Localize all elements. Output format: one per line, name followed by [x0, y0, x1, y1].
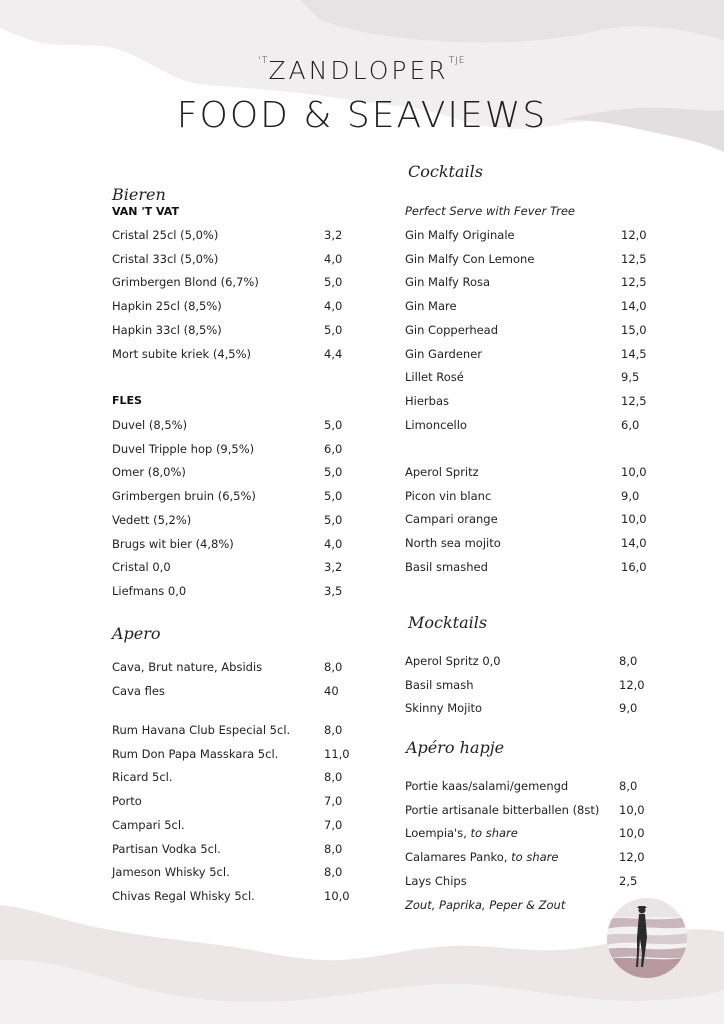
- item-name: [112, 815, 185, 835]
- section-heading-mocktails: Mocktails: [408, 613, 488, 632]
- item-price: 9,5: [621, 370, 640, 385]
- item-price: 7,0: [324, 794, 343, 809]
- item-name-text: Portie artisanale bitterballen (8st): [405, 802, 600, 817]
- item-name: [405, 675, 474, 695]
- item-price: 12,0: [619, 677, 645, 692]
- cocktail-row: [405, 367, 681, 387]
- item-price: 10,0: [619, 802, 645, 817]
- item-name-text: Aperol Spritz 0,0: [405, 654, 501, 668]
- item-name-text: Portie kaas/salami/gemengd: [405, 779, 569, 793]
- item-name-text: Cristal 0,0: [112, 560, 171, 575]
- item-price: 3,2: [324, 228, 343, 242]
- item-name-text: Gin Malfy Rosa: [405, 275, 491, 290]
- item-price: 8,0: [619, 779, 638, 793]
- item-price: 11,0: [324, 746, 350, 761]
- item-price: 5,0: [324, 418, 343, 432]
- item-name: [405, 509, 498, 529]
- item-name: [405, 296, 457, 316]
- item-name-text: Basil smash: [405, 677, 474, 692]
- item-name-text: Hierbas: [405, 393, 449, 408]
- item-price: 9,0: [621, 488, 640, 503]
- item-name-extra: to share: [470, 826, 518, 841]
- item-name: [405, 823, 518, 843]
- beer-row: [112, 439, 384, 459]
- item-price: 4,4: [324, 346, 343, 361]
- item-price: 12,0: [619, 850, 645, 865]
- item-name: [112, 439, 254, 459]
- item-name-text: Porto: [112, 794, 142, 809]
- item-name: [112, 720, 290, 740]
- item-name: [112, 839, 221, 859]
- item-name-text: Hapkin 33cl (8,5%): [112, 322, 222, 337]
- item-price: 10,0: [324, 888, 350, 903]
- item-name-text: Gin Malfy Originale: [405, 228, 515, 242]
- item-name: [112, 557, 171, 577]
- item-name: [112, 534, 234, 554]
- item-name-text: Calamares Panko,: [405, 850, 508, 865]
- item-name-text: Lillet Rosé: [405, 370, 464, 385]
- hapje-row: [405, 871, 679, 891]
- item-name: [405, 557, 488, 577]
- item-name-text: Cristal 25cl (5,0%): [112, 228, 219, 242]
- item-name-text: Gin Mare: [405, 299, 457, 314]
- spirit-row: [112, 886, 384, 906]
- section-heading-bieren: Bieren: [112, 185, 166, 204]
- item-name: [405, 486, 491, 506]
- item-price: 5,0: [324, 322, 343, 337]
- item-name: [405, 533, 501, 553]
- item-name-text: Chivas Regal Whisky 5cl.: [112, 888, 255, 903]
- item-name: [112, 249, 218, 269]
- item-price: 5,0: [324, 489, 343, 504]
- beer-row: [112, 462, 384, 482]
- item-name: [405, 367, 464, 387]
- item-price: 40: [324, 683, 339, 698]
- cocktail-row: [405, 272, 681, 292]
- item-price: 14,0: [621, 536, 647, 551]
- spirit-row: [112, 720, 384, 740]
- item-name-text: North sea mojito: [405, 536, 501, 551]
- spirit-row: [112, 744, 384, 764]
- item-name: [405, 800, 599, 820]
- item-name: [405, 249, 534, 269]
- item-name-text: Partisan Vodka 5cl.: [112, 841, 221, 856]
- item-price: 15,0: [621, 322, 647, 337]
- page-title: FOOD & SEAVIEWS: [176, 95, 548, 136]
- hapje-row: [405, 823, 679, 843]
- item-price: 14,0: [621, 299, 647, 314]
- item-name-text: Duvel Tripple hop (9,5%): [112, 441, 255, 456]
- section-heading-apero: Apero: [112, 624, 161, 643]
- apero-row: [112, 681, 384, 701]
- item-name-text: Rum Don Papa Masskara 5cl.: [112, 746, 279, 761]
- cocktail-row: [405, 391, 681, 411]
- beer-row: [112, 534, 384, 554]
- spirit-row: [112, 815, 384, 835]
- mocktail-row: [405, 698, 679, 718]
- hapje-row: [405, 847, 679, 867]
- beer-row: [112, 415, 384, 435]
- item-name: [405, 651, 501, 671]
- beer-row: [112, 320, 384, 340]
- spirit-row: [112, 767, 384, 787]
- item-price: 4,0: [324, 251, 343, 266]
- cocktail-row: [405, 533, 681, 553]
- item-name-text: Aperol Spritz: [405, 465, 479, 479]
- item-name: [112, 344, 251, 364]
- beer-row: [112, 272, 384, 292]
- beer-row: [112, 344, 384, 364]
- cocktail-row: [405, 225, 681, 245]
- item-name-extra: to share: [511, 850, 559, 865]
- beer-row: [112, 249, 384, 269]
- chips-flavors-note: Zout, Paprika, Peper & Zout: [405, 898, 566, 912]
- hapje-row: [405, 776, 679, 796]
- item-price: 8,0: [324, 660, 343, 674]
- item-name: [405, 320, 498, 340]
- item-name-text: Skinny Mojito: [405, 701, 483, 716]
- item-name-text: Gin Malfy Con Lemone: [405, 251, 535, 266]
- item-price: 8,0: [324, 723, 343, 737]
- item-price: 8,0: [619, 654, 638, 668]
- mocktail-row: [405, 651, 679, 671]
- item-name: [112, 510, 191, 530]
- item-name: [112, 225, 218, 245]
- item-name: [405, 415, 467, 435]
- brand-prefix: 'T: [258, 56, 269, 66]
- item-name-text: Omer (8,0%): [112, 465, 186, 480]
- item-name-text: Ricard 5cl.: [112, 770, 173, 785]
- item-name-text: Campari 5cl.: [112, 817, 185, 832]
- spirit-row: [112, 862, 384, 882]
- item-price: 12,5: [621, 251, 647, 266]
- item-name: [112, 462, 186, 482]
- item-name: [112, 415, 187, 435]
- item-name-text: Mort subite kriek (4,5%): [112, 346, 252, 361]
- item-name: [112, 744, 278, 764]
- item-price: 4,0: [324, 299, 343, 314]
- beer-row: [112, 486, 384, 506]
- item-name: [405, 225, 515, 245]
- item-name-text: Duvel (8,5%): [112, 418, 188, 432]
- item-price: 5,0: [324, 275, 343, 290]
- item-name: [405, 698, 482, 718]
- item-name: [405, 391, 449, 411]
- item-name: [112, 657, 262, 677]
- item-name: [112, 791, 142, 811]
- item-price: 10,0: [621, 512, 647, 527]
- item-price: 8,0: [324, 770, 343, 785]
- brand-name: ZANDLOPER: [268, 56, 449, 85]
- section-heading-apero-hapje: Apéro hapje: [406, 738, 505, 757]
- item-name: [112, 581, 186, 601]
- item-name-text: Picon vin blanc: [405, 488, 492, 503]
- item-name-text: Jameson Whisky 5cl.: [112, 865, 230, 880]
- item-price: 10,0: [619, 826, 645, 841]
- item-name: [112, 272, 259, 292]
- apero-row: [112, 657, 384, 677]
- item-price: 14,5: [621, 346, 647, 361]
- item-name: [405, 462, 479, 482]
- item-name-text: Gin Copperhead: [405, 322, 499, 337]
- item-name: [405, 272, 490, 292]
- item-price: 12,5: [621, 275, 647, 290]
- spirit-row: [112, 791, 384, 811]
- subheading-van-t-vat: VAN 'T VAT: [112, 205, 179, 218]
- item-name: [405, 847, 558, 867]
- beer-row: [112, 225, 384, 245]
- item-price: 12,5: [621, 393, 647, 408]
- subheading-fles: FLES: [112, 394, 142, 407]
- item-price: 5,0: [324, 465, 343, 480]
- cocktail-row: [405, 462, 681, 482]
- item-price: 8,0: [324, 841, 343, 856]
- item-price: 2,5: [619, 873, 638, 888]
- item-name: [112, 681, 165, 701]
- spirit-row: [112, 839, 384, 859]
- cocktail-row: [405, 344, 681, 364]
- item-price: 6,0: [621, 417, 640, 432]
- item-name: [112, 886, 255, 906]
- cocktail-row: [405, 509, 681, 529]
- item-name-text: Grimbergen Blond (6,7%): [112, 275, 259, 290]
- beach-figure-logo: [606, 897, 688, 979]
- item-name-text: Cava, Brut nature, Absidis: [112, 660, 263, 674]
- item-name-text: Brugs wit bier (4,8%): [112, 536, 234, 551]
- item-name-text: Basil smashed: [405, 559, 488, 574]
- item-name: [112, 296, 222, 316]
- brand-logo: [0, 56, 724, 85]
- cocktail-row: [405, 296, 681, 316]
- item-name-text: Rum Havana Club Especial 5cl.: [112, 723, 291, 737]
- item-price: 8,0: [324, 865, 343, 880]
- item-name: [112, 767, 173, 787]
- item-name-text: Campari orange: [405, 512, 498, 527]
- cocktail-row: [405, 249, 681, 269]
- item-name-text: Gin Gardener: [405, 346, 483, 361]
- item-name-text: Limoncello: [405, 417, 467, 432]
- item-name: [405, 344, 482, 364]
- item-name-text: Cristal 33cl (5,0%): [112, 251, 219, 266]
- item-name-text: Lays Chips: [405, 873, 467, 888]
- item-price: 6,0: [324, 441, 343, 456]
- mocktail-row: [405, 675, 679, 695]
- item-name-text: Liefmans 0,0: [112, 583, 187, 598]
- item-name-text: Grimbergen bruin (6,5%): [112, 489, 256, 504]
- item-name: [112, 486, 256, 506]
- beer-row: [112, 296, 384, 316]
- section-heading-cocktails: Cocktails: [408, 162, 483, 181]
- cocktail-row: [405, 486, 681, 506]
- beer-row: [112, 510, 384, 530]
- hapje-row: [405, 800, 679, 820]
- cocktail-row: [405, 557, 681, 577]
- item-name: [405, 776, 568, 796]
- item-name: [112, 862, 230, 882]
- item-name-text: Cava fles: [112, 683, 165, 698]
- cocktails-note: Perfect Serve with Fever Tree: [405, 204, 576, 218]
- item-name-text: Vedett (5,2%): [112, 512, 192, 527]
- item-price: 10,0: [621, 465, 647, 479]
- item-price: 16,0: [621, 559, 647, 574]
- item-price: 7,0: [324, 817, 343, 832]
- cocktail-row: [405, 320, 681, 340]
- brand-suffix: TJE: [448, 56, 466, 66]
- item-price: 3,2: [324, 560, 343, 575]
- item-price: 4,0: [324, 536, 343, 551]
- item-name: [112, 320, 222, 340]
- item-name-text: Hapkin 25cl (8,5%): [112, 299, 222, 314]
- item-price: 12,0: [621, 228, 647, 242]
- item-price: 3,5: [324, 583, 343, 598]
- item-name-text: Loempia's,: [405, 826, 467, 841]
- item-price: 5,0: [324, 512, 343, 527]
- beer-row: [112, 557, 384, 577]
- item-price: 9,0: [619, 701, 638, 716]
- beer-row: [112, 581, 384, 601]
- item-name: [405, 871, 467, 891]
- cocktail-row: [405, 415, 681, 435]
